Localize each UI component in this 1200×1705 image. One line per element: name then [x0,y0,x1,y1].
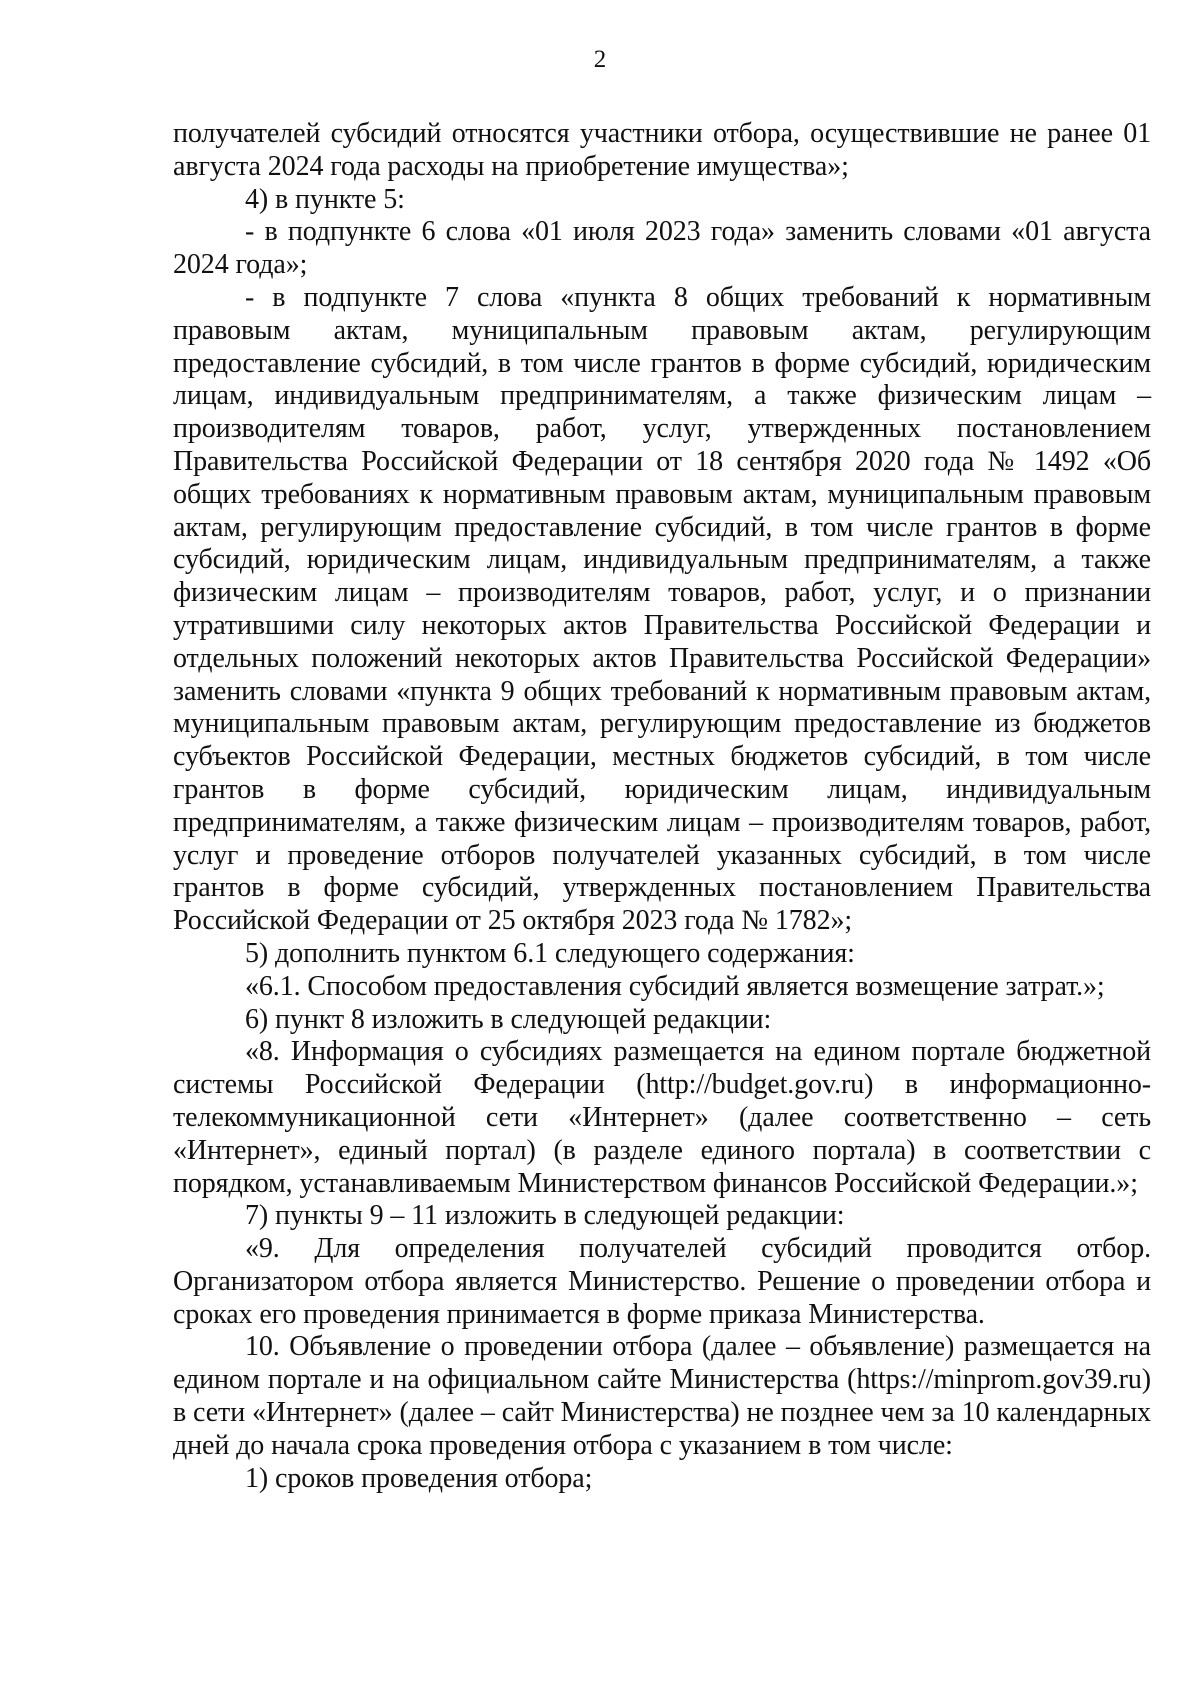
paragraph: - в подпункте 6 слова «01 июля 2023 года» заменить словами «01 августа 2024 года»; [173,216,1151,281]
paragraph: получателей субсидий относятся участники отбора, осуществившие не ранее 01 августа 2024 года расходы на приобретение имущества»; [173,118,1151,182]
paragraph: 10. Объявление о проведении отбора (далее – объявление) размещается на едином портале и на официальном сайте Министерства (https://minprom.gov39.ru) в сети «Интернет» (далее – сайт Министерства) не позднее чем за 10 календарных дней до начала срока проведения отбора с указанием в том числе: [173,1331,1151,1461]
paragraph: «8. Информация о субсидиях размещается на едином портале бюджетной системы Российской Федерации (http://budget.gov.ru) в информационно-телекоммуникационной сети «Интернет» (далее соответственно – сеть «Интернет», единый портал) (в разделе единого портала) в соответствии с порядком, устанавливаемым Министерством финансов Российской Федерации.»; [173,1036,1151,1199]
paragraph: «9. Для определения получателей субсидий проводится отбор. Организатором отбора является Министерство. Решение о проведении отбора и сроках его проведения принимается в форме приказа Министерства. [173,1233,1151,1330]
document-body [173,118,1151,1495]
paragraph: «6.1. Способом предоставления субсидий является возмещение затрат.»; [245,970,1105,1002]
paragraph: 6) пункт 8 изложить в следующей редакции: [245,1003,772,1035]
paragraph: 5) дополнить пунктом 6.1 следующего содержания: [245,937,855,969]
page-number: 2 [593,46,607,73]
paragraph: - в подпункте 7 слова «пункта 8 общих требований к нормативным правовым актам, муниципальным правовым актам, регулирующим предоставление субсидий, в том числе грантов в форме субсидий, юридическим лицам, индивидуальным предпринимателям, а также физическим лицам – производителям товаров, работ, услуг, утвержденных постановлением Правительства Российской Федерации от 18 сентября 2020 года № 1492 «Об общих требованиях к нормативным правовым актам, муниципальным правовым актам, регулирующим предоставление субсидий, в том числе грантов в форме субсидий, юридическим лицам, индивидуальным предпринимателям, а также физическим лицам – производителям товаров, работ, услуг, и о признании утратившими силу некоторых актов Правительства Российской Федерации и отдельных положений некоторых актов Правительства Российской Федерации» заменить словами «пункта 9 общих требований к нормативным правовым актам, муниципальным правовым актам, регулирующим предоставление из бюджетов субъектов Российской Федерации, местных бюджетов субсидий, в том числе грантов в форме субсидий, юридическим лицам, индивидуальным предпринимателям, а также физическим лицам – производителям товаров, работ, услуг и проведение отборов получателей указанных субсидий, в том числе грантов в форме субсидий, утвержденных постановлением Правительства Российской Федерации от 25 октября 2023 года № 1782»; [173,281,1151,937]
paragraph: 7) пункты 9 – 11 изложить в следующей редакции: [245,1200,845,1232]
paragraph: 1) сроков проведения отбора; [245,1462,593,1494]
paragraph: 4) в пункте 5: [245,183,405,215]
